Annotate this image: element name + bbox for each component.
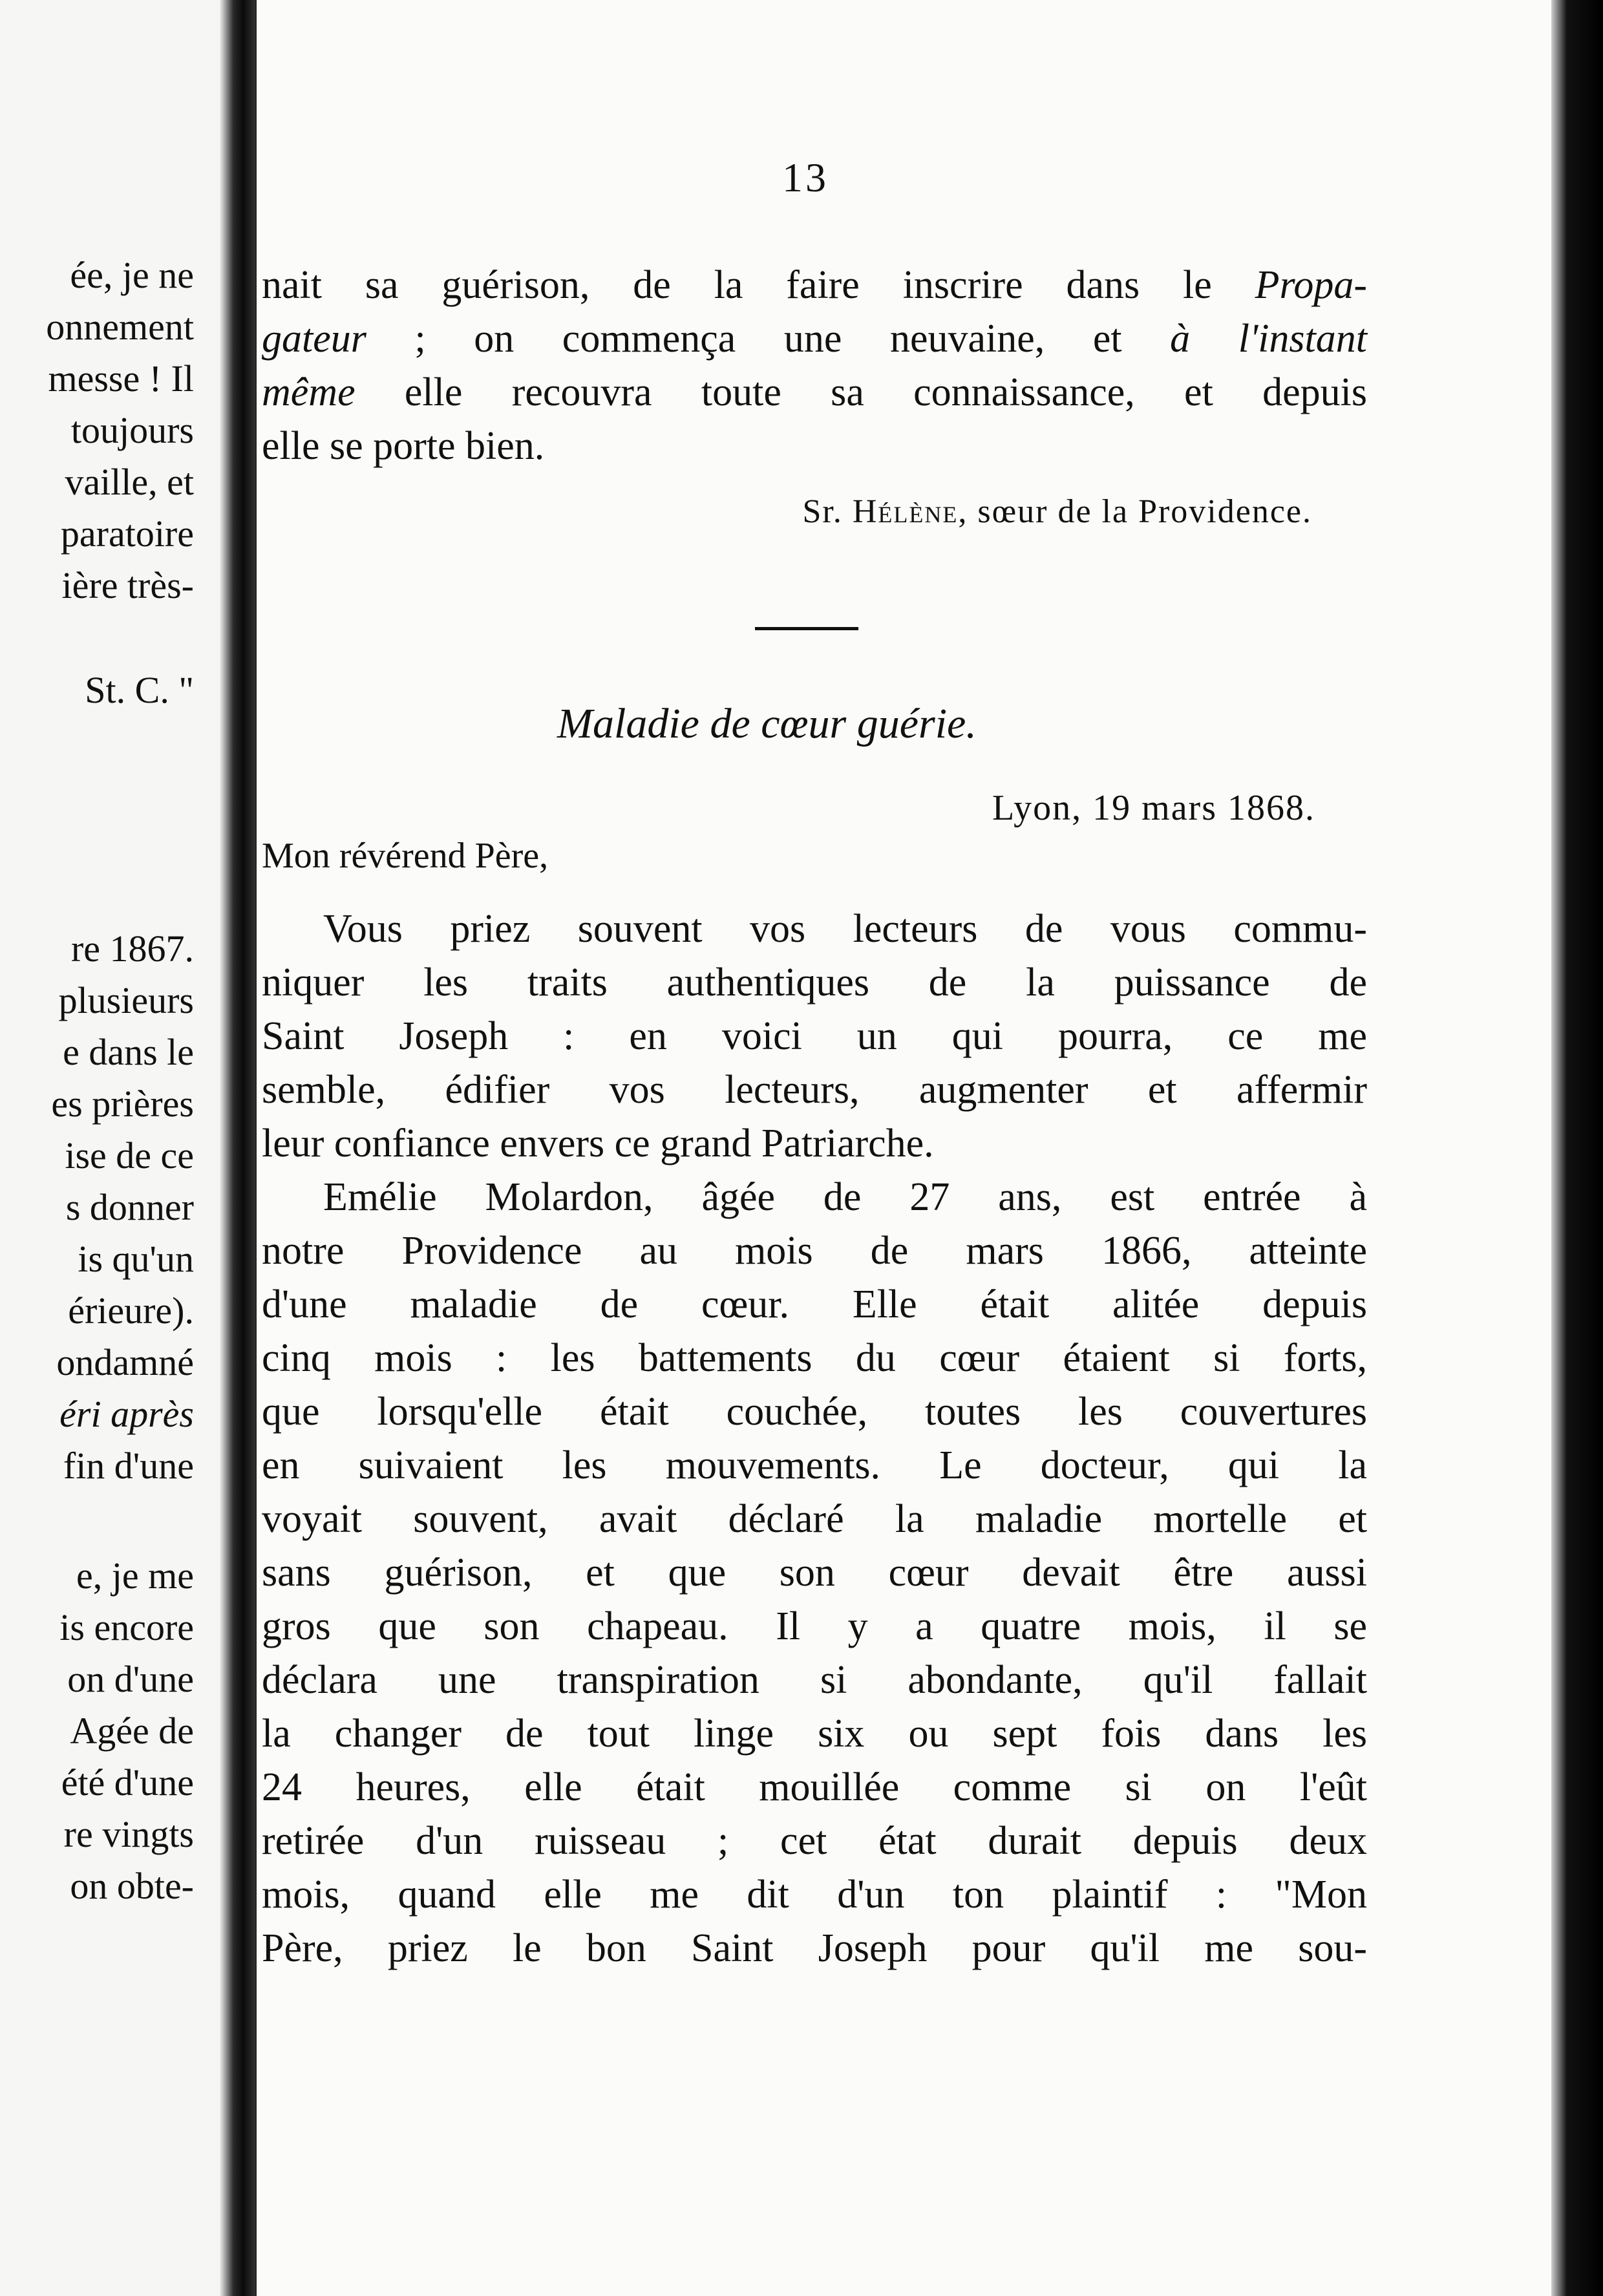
left-line: toujours xyxy=(70,409,194,451)
text-line: retirée d'un ruisseau ; cet état durait depuis deux xyxy=(262,1819,1367,1863)
left-line: ondamné xyxy=(56,1341,194,1383)
left-line: s donner xyxy=(65,1186,194,1228)
dateline: Lyon, 19 mars 1868. xyxy=(992,788,1315,828)
left-line: ière très- xyxy=(61,564,194,606)
text-line: en suivaient les mouvements. Le docteur, qui la xyxy=(262,1443,1367,1487)
text-line: nait sa guérison, de la faire inscrire dans le Propa- xyxy=(262,263,1367,307)
left-line: fin d'une xyxy=(63,1445,194,1487)
book-gutter xyxy=(220,0,259,2296)
letter-body xyxy=(262,902,1367,1975)
left-line: messe ! Il xyxy=(48,357,194,399)
signature-name: Hélène, xyxy=(852,493,968,530)
text-line: notre Providence au mois de mars 1866, atteinte xyxy=(262,1229,1367,1273)
text-line: 24 heures, elle était mouillée comme si on l'eût xyxy=(262,1765,1367,1809)
left-line: St. C. " xyxy=(85,669,194,711)
text-line: déclara une transpiration si abondante, qu'il fallait xyxy=(262,1658,1367,1702)
text-line: d'une maladie de cœur. Elle était alitée depuis xyxy=(262,1282,1367,1326)
left-facing-page xyxy=(0,0,226,2296)
text-line: gros que son chapeau. Il y a quatre mois, il se xyxy=(262,1604,1367,1648)
left-line: plusieurs xyxy=(58,979,194,1021)
left-line: re 1867. xyxy=(70,928,194,970)
text-line: la changer de tout linge six ou sept fois dans les xyxy=(262,1712,1367,1756)
left-line: onnement xyxy=(46,306,194,348)
text-line: Emélie Molardon, âgée de 27 ans, est entrée à xyxy=(323,1175,1367,1219)
page-number: 13 xyxy=(782,154,829,200)
signature-prefix: Sr. xyxy=(802,493,843,530)
left-line: Agée de xyxy=(70,1710,194,1752)
text-line: niquer les traits authentiques de la puissance de xyxy=(262,961,1367,1004)
left-line: on d'une xyxy=(67,1658,194,1700)
left-line: on obte- xyxy=(70,1865,194,1907)
left-line: érieure). xyxy=(68,1290,194,1332)
text-line: semble, édifier vos lecteurs, augmenter et affermir xyxy=(262,1068,1367,1112)
right-page-edge xyxy=(1551,0,1603,2296)
text-line: elle se porte bien. xyxy=(262,424,545,468)
left-line: ée, je ne xyxy=(70,254,194,296)
text-line: Père, priez le bon Saint Joseph pour qu'il me sou- xyxy=(262,1926,1367,1970)
left-line: is qu'un xyxy=(78,1238,194,1280)
left-line: éri après xyxy=(59,1393,194,1435)
left-line: été d'une xyxy=(61,1761,194,1803)
text-line: leur confiance envers ce grand Patriarche. xyxy=(262,1121,934,1165)
text-line: même elle recouvra toute sa connaissance, et depuis xyxy=(262,370,1367,414)
text-line: cinq mois : les battements du cœur étaient si forts, xyxy=(262,1336,1367,1380)
text-line: gateur ; on commença une neuvaine, et à l'instant xyxy=(262,317,1368,361)
section-title: Maladie de cœur guérie. xyxy=(557,700,977,747)
signature-rest: sœur de la Providence. xyxy=(977,493,1312,530)
first-paragraph xyxy=(262,259,1367,473)
text-line: Vous priez souvent vos lecteurs de vous commu- xyxy=(323,907,1367,951)
left-line: vaille, et xyxy=(65,461,194,503)
section-divider xyxy=(755,627,858,630)
signature xyxy=(802,493,1312,531)
left-line: es prières xyxy=(51,1083,194,1125)
left-line: re vingts xyxy=(63,1813,194,1855)
left-line: is encore xyxy=(59,1606,194,1648)
text-line: Saint Joseph : en voici un qui pourra, ce me xyxy=(262,1014,1367,1058)
salutation: Mon révérend Père, xyxy=(262,836,549,876)
text-line: sans guérison, et que son cœur devait être aussi xyxy=(262,1551,1367,1595)
left-line: e, je me xyxy=(76,1555,194,1597)
left-line: paratoire xyxy=(60,513,194,555)
text-line: mois, quand elle me dit d'un ton plaintif : "Mon xyxy=(262,1873,1367,1917)
left-line: ise de ce xyxy=(65,1134,194,1176)
left-line: e dans le xyxy=(63,1031,194,1073)
text-line: que lorsqu'elle était couchée, toutes les couvertures xyxy=(262,1390,1367,1434)
text-line: voyait souvent, avait déclaré la maladie mortelle et xyxy=(262,1497,1367,1541)
